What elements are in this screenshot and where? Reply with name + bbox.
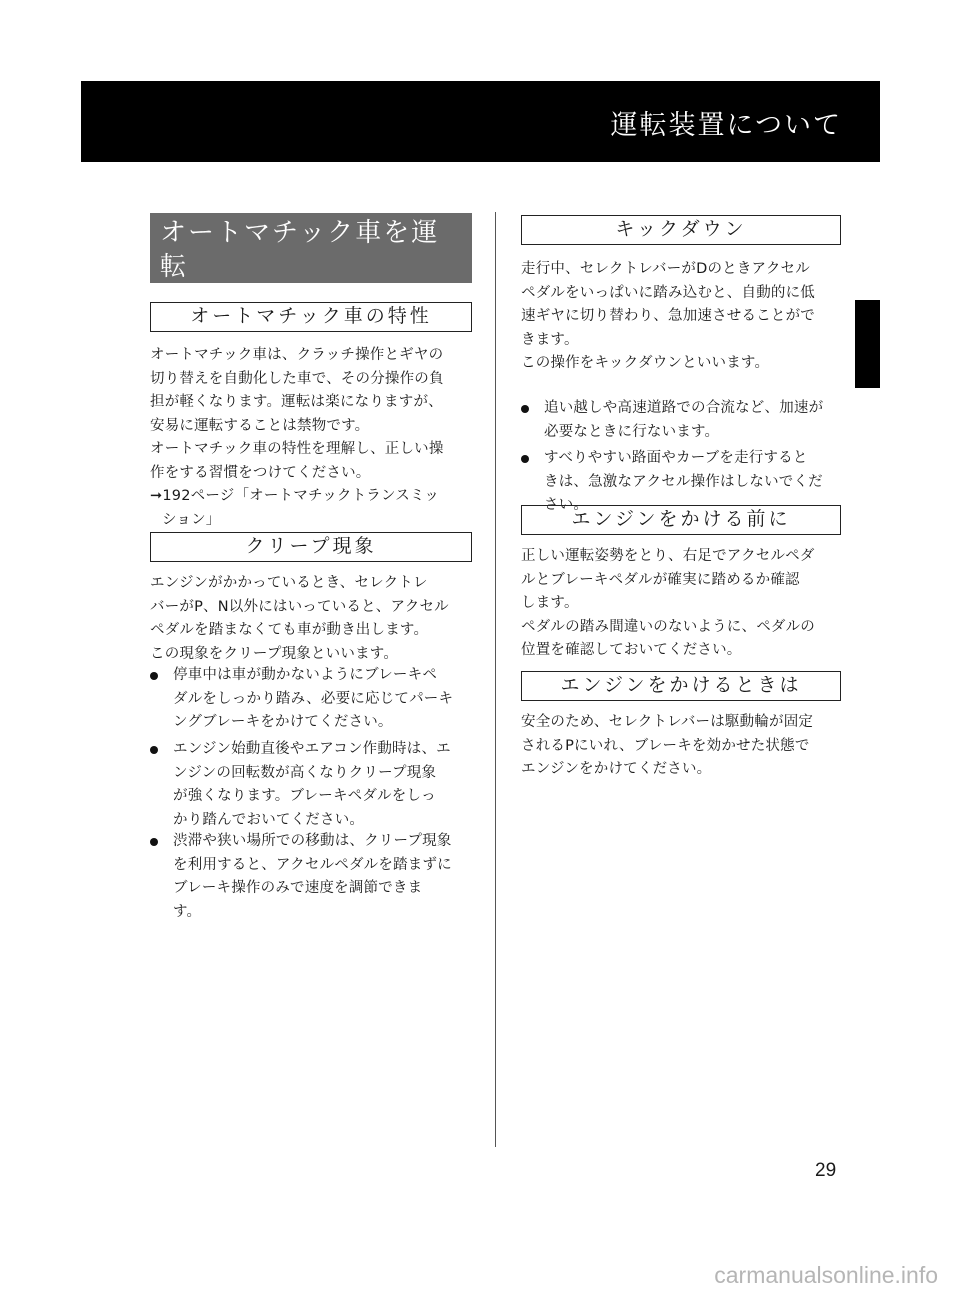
bullet-line: す。 [173, 903, 202, 920]
bullet-line: ブレーキ操作のみで速度を調節できま [173, 880, 423, 896]
page-number: 29 [815, 1160, 837, 1181]
bullet-item [150, 738, 480, 832]
column-divider [495, 212, 496, 1147]
body-line: きます。 [521, 331, 579, 348]
bullet-icon [521, 455, 529, 463]
section-heading-before-starting-engine: エンジンをかける前に [521, 505, 841, 535]
bullet-icon [521, 405, 529, 413]
bullet-line: さい。 [544, 497, 589, 513]
page-header-title: 運転装置について [610, 110, 842, 141]
bullet-icon [150, 746, 158, 754]
bullet-icon [150, 672, 158, 680]
bullet-line: 必要なときに行ないます。 [544, 423, 720, 440]
body-line: エンジンがかかっているとき、セレクトレ [150, 575, 428, 591]
body-line: します。 [521, 595, 579, 611]
bullet-item [521, 397, 851, 444]
automatic-characteristics-body [150, 344, 480, 532]
section-heading-automatic-characteristics: オートマチック車の特性 [150, 302, 472, 332]
chapter-thumb-tab [855, 300, 880, 388]
bullet-line: が強くなります。ブレーキペダルをしっ [173, 788, 436, 804]
body-line: 走行中、セレクトレバーがDのときアクセル [521, 261, 810, 277]
body-line: 切り替えを自動化した車で、その分操作の負 [150, 370, 444, 387]
body-line: 安易に運転することは禁物です。 [150, 417, 370, 434]
arrow-right-icon: ➞ [150, 488, 163, 504]
body-line: バーがP、N以外にはいっていると、アクセル [150, 598, 449, 615]
bullet-item [150, 830, 480, 924]
watermark: carmanualsonline.info [714, 1262, 938, 1288]
body-line: されるPにいれ、ブレーキを効かせた状態で [521, 737, 810, 754]
page-reference-text: 192ページ「オートマチックトランスミッ [162, 488, 440, 504]
bullet-line: を利用すると、アクセルペダルを踏まずに [173, 856, 452, 873]
before-starting-engine-body [521, 545, 851, 663]
page-reference [150, 485, 480, 509]
bullet-line: ングブレーキをかけてください。 [173, 714, 393, 730]
body-line: 担が軽くなります。運転は楽になりますが、 [150, 394, 443, 410]
body-line: ルとブレーキペダルが確実に踏めるか確認 [521, 571, 800, 588]
body-line: ペダルを踏まなくても車が動き出します。 [150, 622, 429, 638]
section-heading-creep: クリープ現象 [150, 532, 472, 562]
body-line: 安全のため、セレクトレバーは駆動輪が固定 [521, 714, 814, 730]
body-line: この現象をクリープ現象といいます。 [150, 645, 399, 662]
page-header-bar [81, 81, 880, 162]
section-heading-when-starting-engine: エンジンをかけるときは [521, 671, 841, 701]
main-heading-line-1: オートマチック車を運転 [160, 218, 440, 282]
bullet-line: きは、急激なアクセル操作はしないでくだ [544, 473, 823, 490]
body-line: 正しい運転姿勢をとり、右足でアクセルペダ [521, 548, 815, 564]
section-heading-kickdown: キックダウン [521, 215, 841, 245]
page-reference-continued: ション」 [162, 511, 221, 528]
bullet-line: 渋滞や狭い場所での移動は、クリープ現象 [173, 833, 452, 849]
body-line: ペダルをいっぱいに踏み込むと、自動的に低 [521, 284, 815, 301]
bullet-line: かり踏んでおいてください。 [173, 811, 365, 828]
body-line: 位置を確認しておいてください。 [521, 642, 742, 658]
bullet-line: すべりやすい路面やカーブを走行すると [544, 450, 808, 466]
body-line: この操作をキックダウンといいます。 [521, 355, 770, 371]
bullet-line: ンジンの回転数が高くなりクリープ現象 [173, 764, 437, 781]
main-heading-line-2: するとき [160, 286, 273, 316]
body-line: 速ギヤに切り替わり、急加速させることがで [521, 308, 815, 324]
bullet-icon [150, 838, 158, 846]
bullet-line: ダルをしっかり踏み、必要に応じてパーキ [173, 690, 454, 707]
body-line: オートマチック車は、クラッチ操作とギヤの [150, 347, 444, 363]
kickdown-body [521, 258, 851, 376]
body-line: エンジンをかけてください。 [521, 761, 712, 777]
bullet-item [150, 664, 480, 735]
bullet-line: エンジン始動直後やエアコン作動時は、エ [173, 741, 451, 757]
creep-body [150, 572, 480, 666]
body-line: ペダルの踏み間違いのないように、ペダルの [521, 618, 815, 635]
body-line: オートマチック車の特性を理解し、正しい操 [150, 441, 444, 457]
bullet-line: 追い越しや高速道路での合流など、加速が [544, 400, 824, 416]
body-line: 作をする習慣をつけてください。 [150, 464, 371, 481]
bullet-line: 停車中は車が動かないようにブレーキペ [173, 667, 438, 683]
when-starting-engine-body [521, 711, 851, 782]
